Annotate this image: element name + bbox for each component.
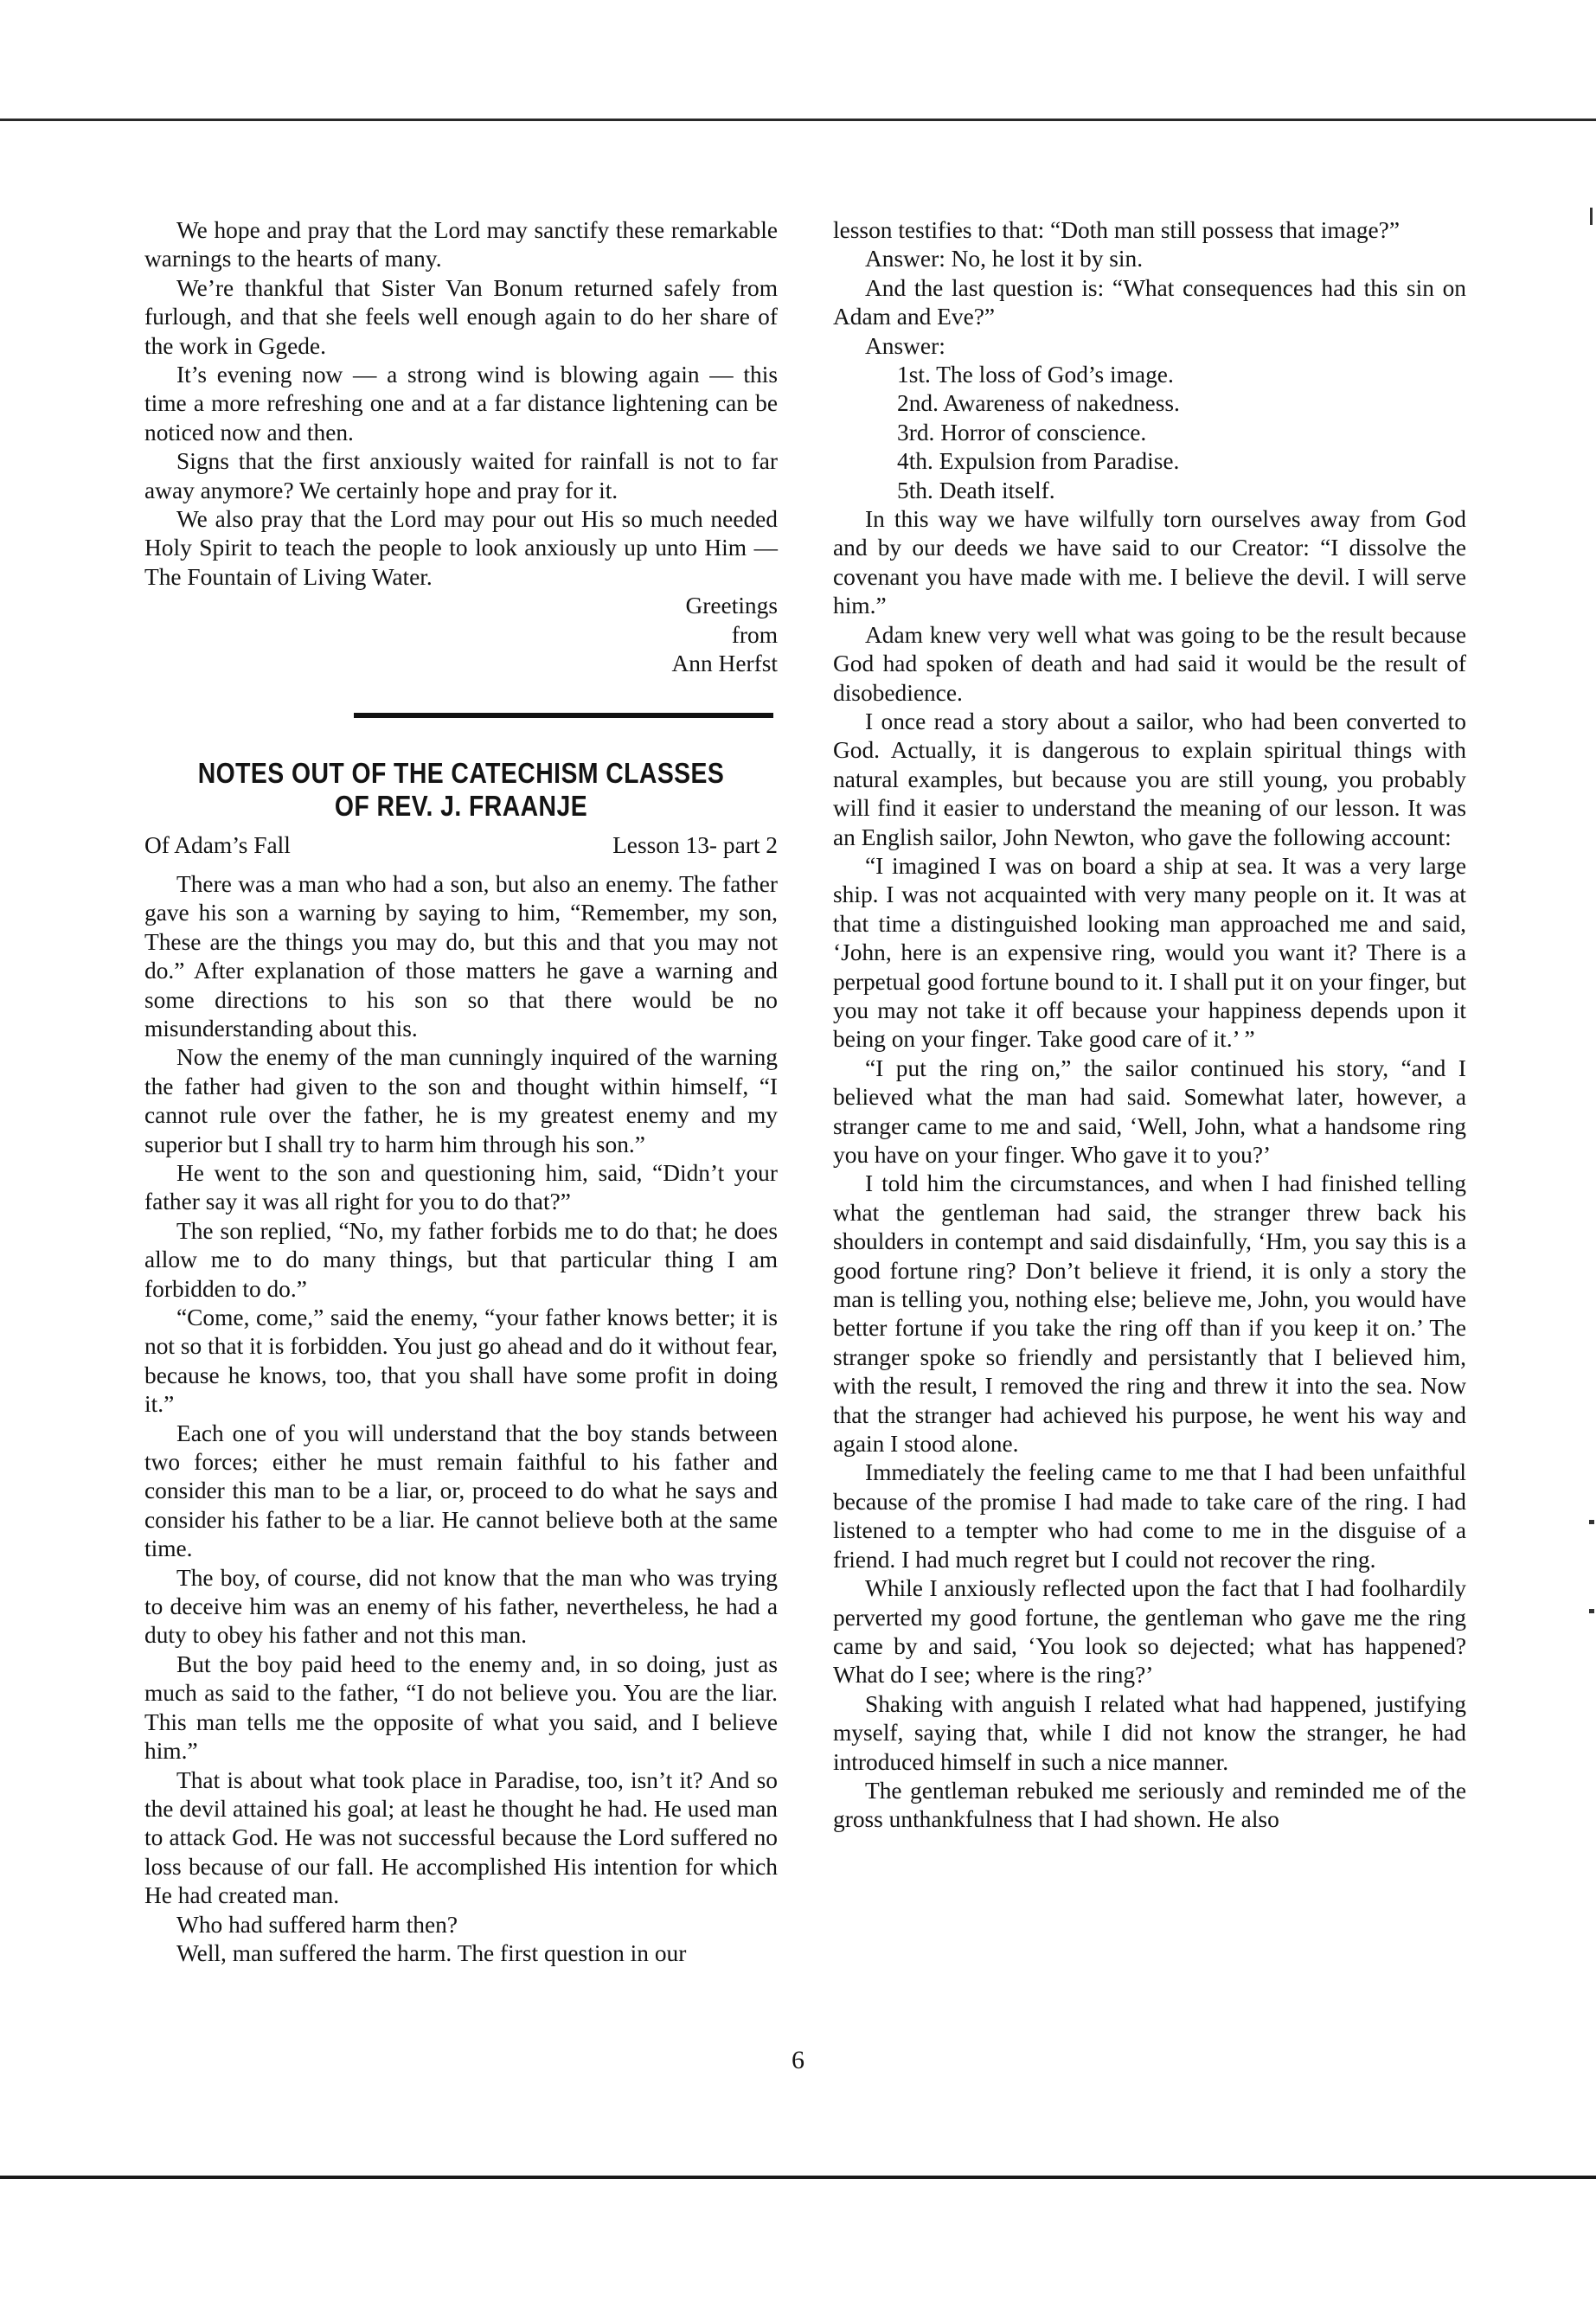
consequence-list bbox=[833, 361, 1466, 505]
paragraph: And the last question is: “What consequences had this sin on Adam and Eve?” bbox=[833, 274, 1466, 330]
paragraph: lesson testifies to that: “Doth man still possess that image?” bbox=[833, 217, 1400, 243]
paragraph: Well, man suffered the harm. The first question in our bbox=[176, 1939, 687, 1966]
signature-block bbox=[144, 592, 778, 678]
paragraph: There was a man who had a son, but also an enemy. The father gave his son a warning by saying to him, “Remember, my son, These are the things you may do, but this and that you may not do.” After explanation of those matters he gave a warning and some directions to his son so that there would be no misunderstanding about this. bbox=[144, 870, 778, 1042]
paragraph: We’re thankful that Sister Van Bonum returned safely from furlough, and that she feels well enough again to do her share of the work in Ggede. bbox=[144, 274, 778, 359]
paragraph: “Come, come,” said the enemy, “your father knows better; it is not so that it is forbidden. You just go ahead and do it without fear, because he knows, too, that you shall have some profit in doing it.” bbox=[144, 1304, 778, 1418]
binding-mark bbox=[1589, 1609, 1594, 1613]
signature-name: Ann Herfst bbox=[671, 651, 778, 677]
section-divider bbox=[354, 713, 773, 718]
left-column bbox=[144, 216, 778, 1968]
binding-mark bbox=[1590, 208, 1593, 225]
paragraph: The gentleman rebuked me seriously and reminded me of the gross unthankfulness that I had shown. He also bbox=[833, 1777, 1466, 1833]
page-number: 6 bbox=[792, 2046, 804, 2074]
paragraph: The boy, of course, did not know that the man who was trying to deceive him was an enemy of his father, nevertheless, he had a duty to obey his father and not this man. bbox=[144, 1564, 778, 1649]
lesson-number: Lesson 13- part 2 bbox=[612, 831, 778, 858]
paragraph: Answer: bbox=[865, 332, 945, 359]
lesson-header bbox=[144, 831, 778, 860]
list-item: 3rd. Horror of conscience. bbox=[897, 419, 1147, 445]
paragraph: Answer: No, he lost it by sin. bbox=[865, 246, 1144, 272]
paragraph: In this way we have wilfully torn ourselves away from God and by our deeds we have said to our Creator: “I dissolve the covenant you have made with me. I believe the devil. I will serve him.” bbox=[833, 506, 1466, 619]
paragraph: He went to the son and questioning him, said, “Didn’t your father say it was all right for you to do that?” bbox=[144, 1159, 778, 1215]
list-item: 4th. Expulsion from Paradise. bbox=[897, 448, 1180, 475]
section-title-line2: OF REV. J. FRAANJE bbox=[334, 789, 588, 822]
list-item: 2nd. Awareness of nakedness. bbox=[897, 390, 1180, 417]
paragraph: It’s evening now — a strong wind is blowing again — this time a more refreshing one and at a far distance lightening can be noticed now and then. bbox=[144, 362, 778, 445]
paragraph: Who had suffered harm then? bbox=[176, 1911, 458, 1938]
binding-mark bbox=[1589, 1520, 1594, 1524]
paragraph: Each one of you will understand that the boy stands between two forces; either he must remain faithful to his father and consider this man to be a liar, or, proceed to do what he says and consider his father to be a liar. He cannot believe both at the same time. bbox=[144, 1420, 778, 1562]
signature-greeting: Greetings bbox=[685, 593, 778, 619]
paragraph: We hope and pray that the Lord may sanctify these remarkable warnings to the hearts of many. bbox=[144, 217, 778, 272]
paragraph: “I imagined I was on board a ship at sea. It was a very large ship. I was not acquainted with very many people on it. It was at that time a distinguished looking man approached me and said, ‘John, here is an expensive ring, would you want it? There is a perpetual good fortune bound to it. I shall put it on your finger, but you may not take it off because your happiness depends upon it being on your finger. Take good care of it.’ ” bbox=[833, 852, 1466, 1053]
top-rule bbox=[0, 119, 1596, 121]
list-item: 5th. Death itself. bbox=[897, 477, 1055, 503]
paragraph: Shaking with anguish I related what had happened, justifying myself, saying that, while I did not know the stranger, he had introduced himself in such a nice manner. bbox=[833, 1690, 1466, 1775]
paragraph: But the boy paid heed to the enemy and, in so doing, just as much as said to the father, “I do not believe you. You are the liar. This man tells me the opposite of what you said, and I believe him.” bbox=[144, 1650, 778, 1765]
paragraph: I once read a story about a sailor, who had been converted to God. Actually, it is dangerous to explain spiritual things with natural examples, but because you are still young, you probably will find it easier to understand the meaning of our lesson. It was an English sailor, John Newton, who gave the following account: bbox=[833, 708, 1466, 850]
paragraph: While I anxiously reflected upon the fact that I had foolhardily perverted my good fortune, the gentleman who gave me the ring came by and said, ‘You look so dejected; what has happened? What do I see; where is the ring?’ bbox=[833, 1575, 1466, 1689]
paragraph: “I put the ring on,” the sailor continued his story, “and I believed what the man had said. Somewhat later, however, a stranger came to me and said, ‘Well, John, what a handsome ring you have on your finger. Who gave it to you?’ bbox=[833, 1054, 1466, 1168]
paragraph: Now the enemy of the man cunningly inquired of the warning the father had given to the son and thought within himself, “I cannot rule over the father, he is my greatest enemy and my superior but I shall try to harm him through his son.” bbox=[144, 1044, 778, 1157]
paragraph: The son replied, “No, my father forbids me to do that; he does allow me to do many things, but that particular thing I am forbidden to do.” bbox=[144, 1217, 778, 1302]
list-item: 1st. The loss of God’s image. bbox=[897, 362, 1174, 388]
right-column bbox=[833, 216, 1466, 1835]
paragraph: Immediately the feeling came to me that I had been unfaithful because of the promise I had made to take care of the ring. I had listened to a tempter who had come to me in the disguise of a friend. I had much regret but I could not recover the ring. bbox=[833, 1459, 1466, 1573]
paragraph: That is about what took place in Paradise, too, isn’t it? And so the devil attained his goal; at least he thought he had. He used man to attack God. He was not successful because the Lord suffered no loss because of our fall. He accomplished His intention for which He had created man. bbox=[144, 1766, 778, 1909]
section-title bbox=[189, 757, 734, 823]
paragraph: We also pray that the Lord may pour out His so much needed Holy Spirit to teach the people to look anxiously up unto Him — The Fountain of Living Water. bbox=[144, 506, 778, 590]
signature-from: from bbox=[731, 621, 778, 648]
paragraph: Adam knew very well what was going to be the result because God had spoken of death and had said it would be the result of disobedience. bbox=[833, 621, 1466, 706]
paragraph: I told him the circumstances, and when I had finished telling what the gentleman had said, the stranger threw back his shoulders in contempt and said disdainfully, ‘Hm, you say this is a good fortune ring? Don’t believe it friend, it is only a story the man is telling you, nothing else; believe me, John, you would have better fortune if you take the ring off than if you keep it on.’ The stranger spoke so friendly and persistantly that I believed him, with the result, I removed the ring and threw it into the sea. Now that the stranger had achieved his purpose, he went his way and again I stood alone. bbox=[833, 1170, 1466, 1458]
bottom-rule bbox=[0, 2176, 1596, 2179]
section-title-line1: NOTES OUT OF THE CATECHISM CLASSES bbox=[197, 756, 725, 789]
paragraph: Signs that the first anxiously waited for rainfall is not to far away anymore? We certainly hope and pray for it. bbox=[144, 448, 778, 503]
lesson-subject: Of Adam’s Fall bbox=[144, 831, 291, 858]
